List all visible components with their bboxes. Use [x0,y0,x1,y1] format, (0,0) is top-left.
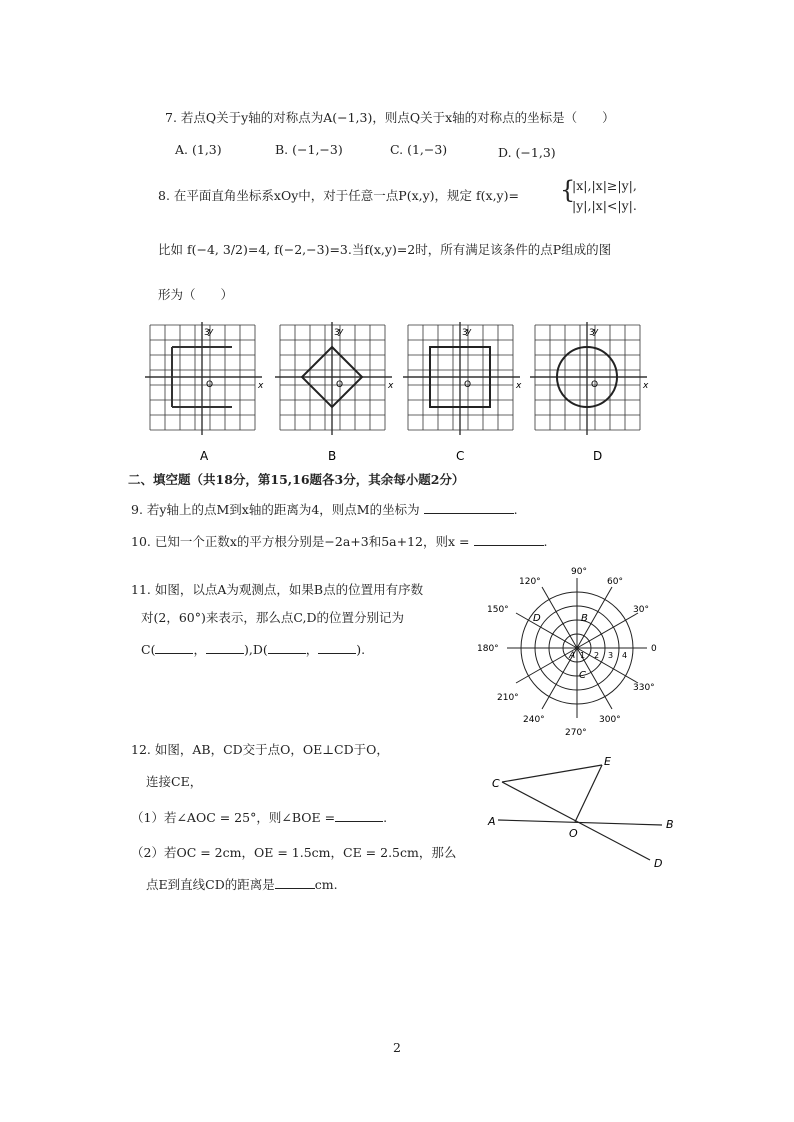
svg-text:y: y [208,327,214,337]
angle-120: 120° [519,577,541,587]
point-c-label: C [492,777,500,790]
q12-part2-blank[interactable] [275,875,315,889]
angle-60: 60° [607,577,623,587]
q12-line1: 12. 如图，AB，CD交于点O，OE⊥CD于O， [131,742,389,757]
figure-d-label: D [593,449,603,460]
svg-text:O: O [206,380,214,390]
q8-brace: { [560,176,576,204]
q11-d-blank-1[interactable] [268,640,306,654]
figure-b[interactable] [275,322,394,460]
q12-line2: 连接CE， [146,774,203,789]
angle-300: 300° [599,715,621,725]
figure-a[interactable] [145,322,264,460]
angle-90: 90° [571,567,587,577]
q8-case2: |y|,|x|<|y|. [572,198,637,213]
q10: 10. 已知一个正数x的平方根分别是−2a+3和5a+12，则x = . [131,534,548,549]
q8-stem-line3: 形为（ ） [158,287,234,302]
svg-text:O: O [464,380,472,390]
q9-answer-blank[interactable] [424,500,514,514]
q12-part1: （1）若∠AOC = 25°，则∠BOE = . [131,810,388,825]
svg-text:3: 3 [204,328,210,338]
angle-0: 0 [651,644,657,654]
q12-part2-line2: 点E到直线CD的距离是 cm. [146,877,338,892]
q7-stem: 7. 若点Q关于y轴的对称点为A(−1,3)，则点Q关于x轴的对称点的坐标是（ ） [165,110,615,125]
point-d-label: D [654,857,663,870]
angle-210: 210° [497,693,519,703]
angle-330: 330° [633,683,655,693]
point-d: D [533,613,541,624]
figure-b-label: B [328,449,337,460]
svg-text:1: 1 [580,651,586,660]
point-a-label: A [488,815,496,828]
svg-text:x: x [643,381,649,391]
q11-polar-diagram [470,555,660,740]
svg-text:O: O [336,380,344,390]
q8-stem-line1: 8. 在平面直角坐标系xOy中，对于任意一点P(x,y)，规定 f(x,y)= [158,188,519,203]
svg-text:2: 2 [594,651,600,660]
figure-d[interactable] [530,322,649,460]
q11-c-blank-2[interactable] [206,640,244,654]
q11-line1: 11. 如图，以点A为观测点，如果B点的位置用有序数 [131,582,424,597]
angle-150: 150° [487,605,509,615]
point-c: C [579,670,586,681]
svg-text:x: x [388,381,394,391]
q7-option-c[interactable]: C. (1,−3) [390,142,448,157]
figure-a-label: A [200,449,209,460]
q8-figures [140,320,660,460]
q11-d-blank-2[interactable] [318,640,356,654]
svg-text:x: x [516,381,522,391]
q8-case1: |x|,|x|≥|y|, [572,178,637,193]
q12-geometry-diagram [480,755,680,875]
point-a: A [569,651,576,661]
q11-line2: 对(2，60°)来表示，那么点C,D的位置分别记为 [141,610,404,625]
svg-text:y: y [338,327,344,337]
point-b-label: B [666,818,674,831]
section-2-title: 二、填空题（共18分，第15,16题各3分，其余每小题2分） [128,472,465,487]
page-number: 2 [393,1040,401,1055]
svg-text:3: 3 [462,328,468,338]
angle-30: 30° [633,605,649,615]
q12-part1-blank[interactable] [335,808,383,822]
angle-240: 240° [523,715,545,725]
q7-option-a[interactable]: A. (1,3) [175,142,222,157]
svg-text:y: y [466,327,472,337]
svg-text:4: 4 [622,651,628,660]
q7-option-b[interactable]: B. (−1,−3) [275,142,343,157]
angle-180: 180° [477,644,499,654]
svg-text:x: x [258,381,264,391]
q7-option-d[interactable]: D. (−1,3) [498,145,556,160]
q11-c-blank-1[interactable] [155,640,193,654]
q12-part2-line1: （2）若OC = 2cm，OE = 1.5cm，CE = 2.5cm，那么 [131,845,457,860]
svg-text:3: 3 [589,328,595,338]
svg-text:3: 3 [608,651,614,660]
figure-c-label: C [456,449,465,460]
q11-line3: C( ， ),D( ， ). [141,642,366,657]
figure-c[interactable] [403,322,522,460]
q10-answer-blank[interactable] [474,532,544,546]
q9: 9. 若y轴上的点M到x轴的距离为4，则点M的坐标为 . [131,502,518,517]
svg-text:O: O [591,380,599,390]
angle-270: 270° [565,728,587,738]
point-e-label: E [604,755,611,768]
point-o-label: O [569,827,578,840]
q8-stem-line2: 比如 f(−4, 3/2)=4, f(−2,−3)=3.当f(x,y)=2时，所有满足该条件的点P组成的图 [158,242,612,257]
svg-text:y: y [593,327,599,337]
svg-text:3: 3 [334,328,340,338]
point-b: B [581,613,588,624]
